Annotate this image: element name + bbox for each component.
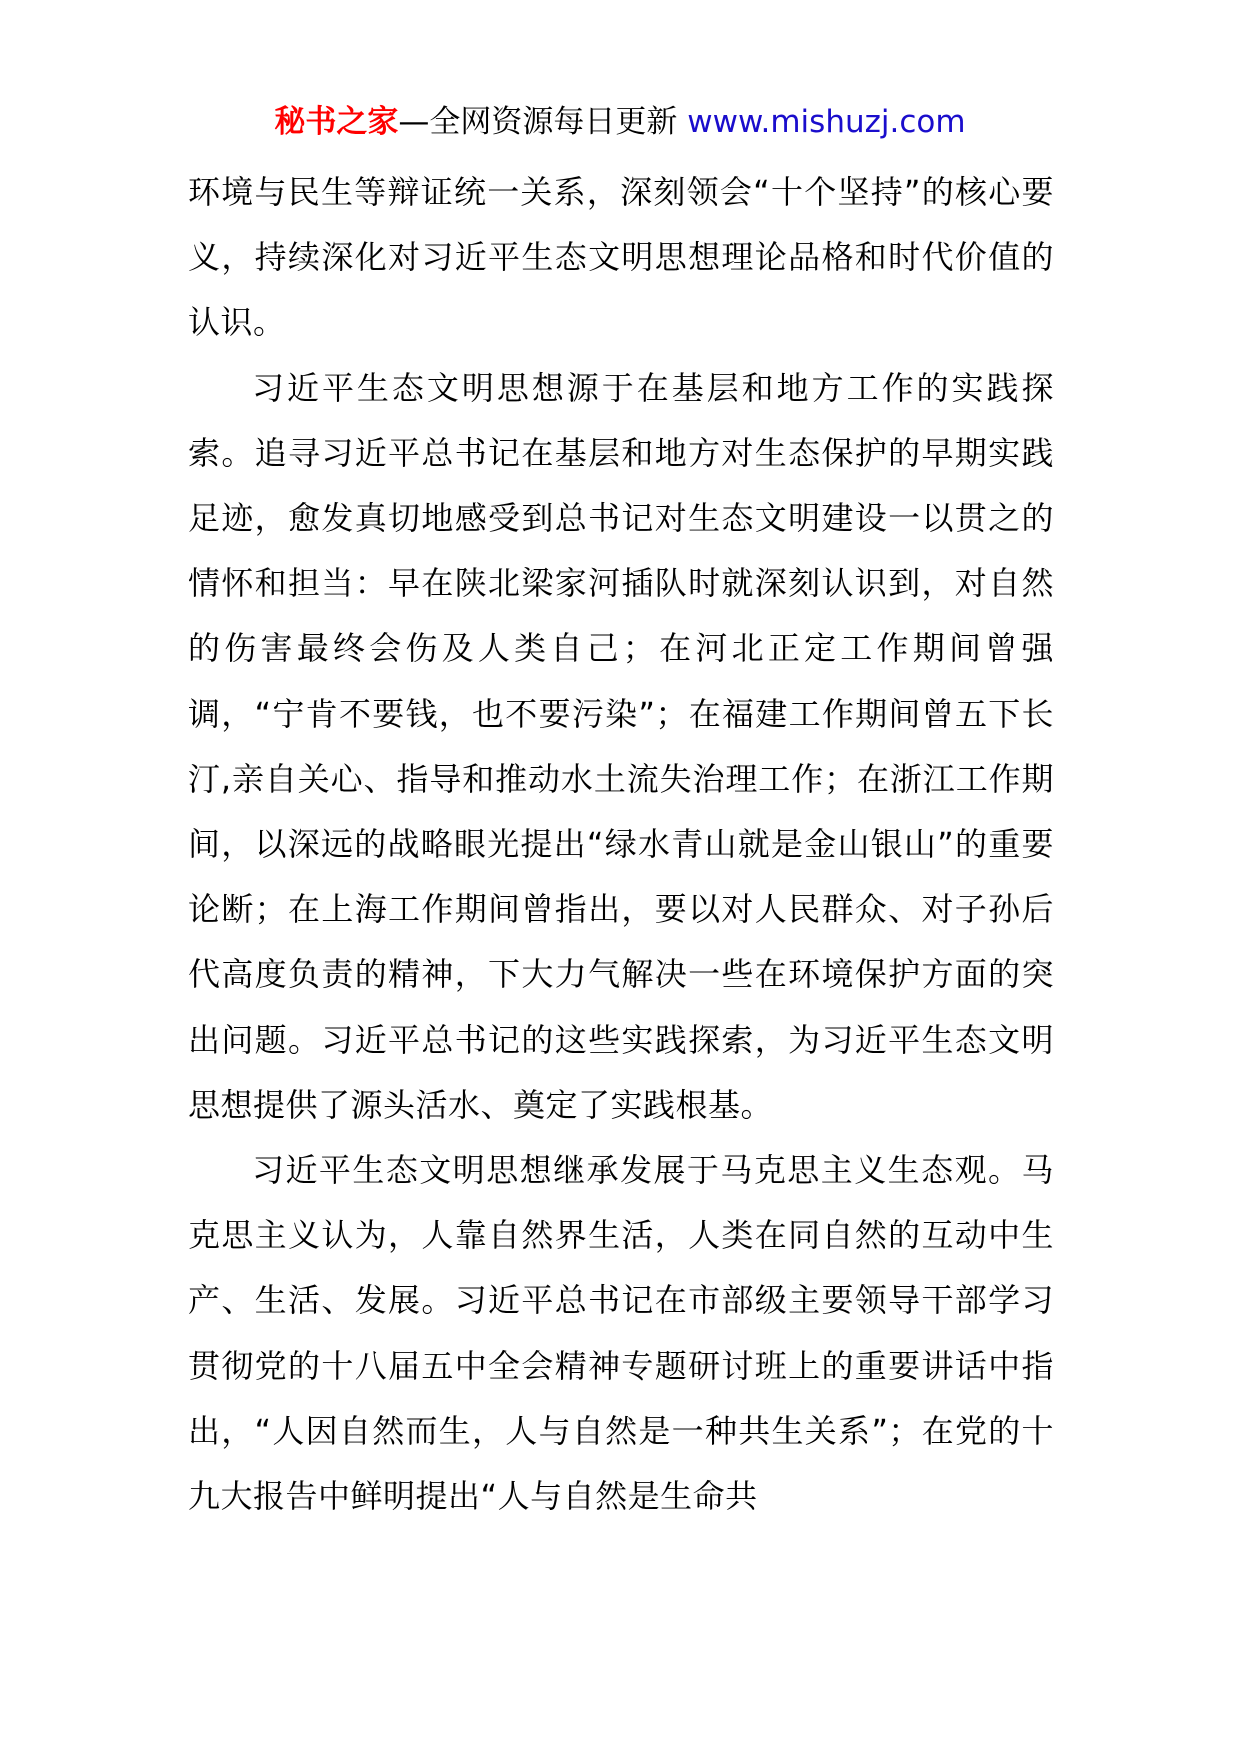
paragraph-marxism: 习近平生态文明思想继承发展于马克思主义生态观。马克思主义认为，人靠自然界生活，人类在同自然的互动中生产、生活、发展。习近平总书记在市部级主要领导干部学习贯彻党的十八届五中全会精神专题研讨班上的重要讲话中指出，“人因自然而生，人与自然是一种共生关系”；在党的十九大报告中鲜明提出“人与自然是生命共 bbox=[188, 1151, 1054, 1516]
paragraph-continuation: 环境与民生等辩证统一关系，深刻领会“十个坚持”的核心要义，持续深化对习近平生态文明思想理论品格和时代价值的认识。 bbox=[188, 173, 1054, 342]
document-body bbox=[188, 160, 1054, 1529]
header-tagline: —全网资源每日更新 bbox=[398, 104, 678, 140]
paragraph-practice: 习近平生态文明思想源于在基层和地方工作的实践探索。追寻习近平总书记在基层和地方对生态保护的早期实践足迹，愈发真切地感受到总书记对生态文明建设一以贯之的情怀和担当：早在陕北梁家河插队时就深刻认识到，对自然的伤害最终会伤及人类自己；在河北正定工作期间曾强调，“宁肯不要钱，也不要污染”；在福建工作期间曾五下长汀,亲自关心、指导和推动水土流失治理工作；在浙江工作期间，以深远的战略眼光提出“绿水青山就是金山银山”的重要论断；在上海工作期间曾指出，要以对人民群众、对子孙后代高度负责的精神，下大力气解决一些在环境保护方面的突出问题。习近平总书记的这些实践探索，为习近平生态文明思想提供了源头活水、奠定了实践根基。 bbox=[188, 368, 1054, 1124]
website-link[interactable]: www.mishuzj.com bbox=[687, 104, 966, 140]
page-header bbox=[0, 100, 1240, 144]
brand-name: 秘书之家 bbox=[274, 104, 399, 140]
